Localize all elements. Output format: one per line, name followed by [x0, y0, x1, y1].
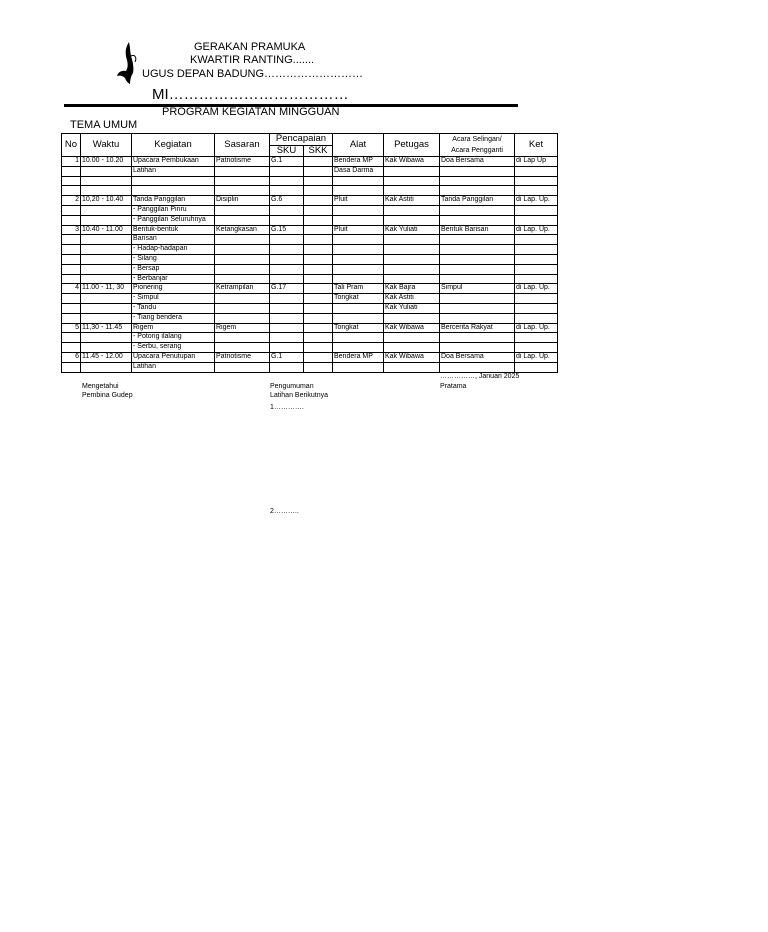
row-acara: [440, 235, 515, 245]
row-kegiatan: - Bersap: [132, 264, 215, 274]
table-row: [62, 323, 558, 333]
row-sasaran: [215, 166, 270, 176]
row-kegiatan: Upacara Pembukaan: [132, 157, 215, 167]
pembina-gudep-label: Pembina Gudep: [82, 392, 133, 399]
row-acara: [440, 294, 515, 304]
row-petugas: [384, 254, 440, 264]
row-kegiatan: - Silang: [132, 254, 215, 264]
row-waktu: [81, 254, 132, 264]
row-acara: [440, 313, 515, 323]
row-acara: [440, 215, 515, 225]
row-sasaran: [215, 186, 270, 196]
row-acara: Simpul: [440, 284, 515, 294]
row-waktu: [81, 362, 132, 372]
header-acara: [440, 134, 515, 157]
row-sku: [270, 303, 304, 313]
row-waktu: [81, 333, 132, 343]
header-sasaran: Sasaran: [215, 134, 270, 157]
row-alat: [333, 215, 384, 225]
row-waktu: [81, 245, 132, 255]
row-petugas: [384, 245, 440, 255]
row-no: 6: [62, 352, 81, 362]
announcement-item-2: 2………..: [270, 508, 299, 515]
row-ket: di Lap. Up.: [515, 196, 558, 206]
row-kegiatan: - Simpul: [132, 294, 215, 304]
table-row: [62, 245, 558, 255]
row-kegiatan: - Serbu, serang: [132, 343, 215, 353]
row-acara: Doa Bersama: [440, 157, 515, 167]
row-sasaran: [215, 205, 270, 215]
row-acara: [440, 303, 515, 313]
row-waktu: [81, 215, 132, 225]
table-row: [62, 225, 558, 235]
row-no: [62, 303, 81, 313]
row-no: [62, 215, 81, 225]
row-alat: [333, 333, 384, 343]
row-alat: Bendera MP: [333, 352, 384, 362]
row-kegiatan: Latihan: [132, 362, 215, 372]
row-sasaran: [215, 294, 270, 304]
row-alat: Tali Pram: [333, 284, 384, 294]
table-row: [62, 294, 558, 304]
row-kegiatan: Barisan: [132, 235, 215, 245]
row-ket: [515, 303, 558, 313]
row-sku: [270, 245, 304, 255]
row-sku: [270, 235, 304, 245]
row-alat: [333, 254, 384, 264]
row-waktu: [81, 235, 132, 245]
pramuka-tunas-kelapa-logo: [114, 40, 140, 84]
row-sasaran: [215, 333, 270, 343]
row-alat: [333, 245, 384, 255]
table-row: [62, 176, 558, 186]
row-no: [62, 235, 81, 245]
row-ket: [515, 294, 558, 304]
header-acara-line1: Acara Selingan/: [452, 136, 502, 143]
row-kegiatan: Rigem: [132, 323, 215, 333]
row-skk: [304, 274, 333, 284]
row-kegiatan: Pionering: [132, 284, 215, 294]
table-row: [62, 333, 558, 343]
row-waktu: [81, 205, 132, 215]
row-no: [62, 362, 81, 372]
row-kegiatan: - Berbanjar: [132, 274, 215, 284]
row-petugas: Kak Astiti: [384, 294, 440, 304]
table-row: [62, 264, 558, 274]
row-kegiatan: - Potong ilalang: [132, 333, 215, 343]
row-acara: [440, 264, 515, 274]
row-kegiatan: - Panggilan Seluruhnya: [132, 215, 215, 225]
mengetahui-label: Mengetahui: [82, 383, 119, 390]
row-ket: [515, 333, 558, 343]
row-sku: [270, 215, 304, 225]
header-kegiatan: Kegiatan: [132, 134, 215, 157]
row-no: [62, 186, 81, 196]
table-row: [62, 215, 558, 225]
table-row: [62, 362, 558, 372]
row-sku: G.1: [270, 157, 304, 167]
row-sasaran: [215, 215, 270, 225]
row-alat: [333, 235, 384, 245]
row-no: 3: [62, 225, 81, 235]
row-sasaran: [215, 303, 270, 313]
row-skk: [304, 333, 333, 343]
row-ket: di Lap. Up.: [515, 284, 558, 294]
row-ket: [515, 313, 558, 323]
row-ket: [515, 245, 558, 255]
row-skk: [304, 362, 333, 372]
row-ket: [515, 362, 558, 372]
row-ket: [515, 166, 558, 176]
row-ket: [515, 254, 558, 264]
row-kegiatan: Bentuk-bentuk: [132, 225, 215, 235]
table-row: [62, 205, 558, 215]
row-sku: [270, 186, 304, 196]
row-skk: [304, 166, 333, 176]
row-sku: [270, 323, 304, 333]
row-no: [62, 176, 81, 186]
row-sasaran: Disiplin: [215, 196, 270, 206]
row-petugas: [384, 264, 440, 274]
table-row: [62, 343, 558, 353]
row-waktu: 11.00 - 11, 30: [81, 284, 132, 294]
announcement-item-1: 1………….: [270, 404, 304, 411]
row-waktu: [81, 303, 132, 313]
school-name: MI………………………………: [152, 86, 349, 103]
row-skk: [304, 254, 333, 264]
header-ket: Ket: [515, 134, 558, 157]
row-waktu: [81, 274, 132, 284]
row-petugas: [384, 274, 440, 284]
row-ket: [515, 186, 558, 196]
row-waktu: 10.40 - 11.00: [81, 225, 132, 235]
row-no: 4: [62, 284, 81, 294]
row-waktu: [81, 313, 132, 323]
row-kegiatan: - Tandu: [132, 303, 215, 313]
row-petugas: Kak Wibawa: [384, 352, 440, 362]
kwartir-ranting: KWARTIR RANTING.......: [190, 54, 315, 66]
row-no: [62, 264, 81, 274]
row-sasaran: [215, 254, 270, 264]
row-kegiatan: Upacara Penutupan: [132, 352, 215, 362]
table-row: [62, 186, 558, 196]
row-sasaran: [215, 235, 270, 245]
row-sku: [270, 313, 304, 323]
row-no: [62, 313, 81, 323]
row-no: [62, 205, 81, 215]
row-petugas: [384, 186, 440, 196]
row-skk: [304, 245, 333, 255]
row-waktu: 11,30 - 11.45: [81, 323, 132, 333]
row-alat: [333, 343, 384, 353]
tema-umum-label: TEMA UMUM: [70, 119, 138, 131]
table-row: [62, 157, 558, 167]
row-alat: Pluit: [333, 196, 384, 206]
row-petugas: Kak Wibawa: [384, 323, 440, 333]
row-petugas: [384, 333, 440, 343]
table-row: [62, 274, 558, 284]
row-petugas: [384, 215, 440, 225]
row-acara: [440, 274, 515, 284]
row-no: [62, 274, 81, 284]
row-sku: G.15: [270, 225, 304, 235]
row-sku: [270, 254, 304, 264]
row-acara: [440, 205, 515, 215]
row-waktu: [81, 343, 132, 353]
row-alat: [333, 176, 384, 186]
row-skk: [304, 186, 333, 196]
row-petugas: Kak Yuliati: [384, 225, 440, 235]
row-sasaran: [215, 343, 270, 353]
row-no: [62, 294, 81, 304]
row-alat: [333, 264, 384, 274]
row-sku: [270, 264, 304, 274]
row-kegiatan: [132, 186, 215, 196]
row-alat: [333, 205, 384, 215]
row-sasaran: [215, 264, 270, 274]
row-skk: [304, 225, 333, 235]
row-no: [62, 245, 81, 255]
row-sasaran: Ketrampilan: [215, 284, 270, 294]
row-kegiatan: - Tiang bendera: [132, 313, 215, 323]
row-ket: [515, 205, 558, 215]
header-waktu: Waktu: [81, 134, 132, 157]
row-skk: [304, 303, 333, 313]
table-row: [62, 166, 558, 176]
row-acara: [440, 245, 515, 255]
program-title: PROGRAM KEGIATAN MINGGUAN: [162, 106, 340, 118]
row-no: 5: [62, 323, 81, 333]
row-acara: [440, 362, 515, 372]
row-petugas: Kak Yuliati: [384, 303, 440, 313]
row-waktu: [81, 166, 132, 176]
header-sku: SKU: [270, 145, 304, 157]
row-waktu: [81, 176, 132, 186]
pratama-label: Pratama: [440, 383, 467, 390]
row-skk: [304, 205, 333, 215]
row-acara: Bentuk Barisan: [440, 225, 515, 235]
row-skk: [304, 313, 333, 323]
row-sasaran: Patriotisme: [215, 157, 270, 167]
row-no: [62, 254, 81, 264]
pengumuman-label: Pengumuman: [270, 383, 314, 390]
table-row: [62, 313, 558, 323]
header-acara-line2: Acara Pengganti: [451, 147, 503, 154]
row-waktu: 10.00 - 10.20: [81, 157, 132, 167]
row-sku: [270, 166, 304, 176]
gugus-depan: UGUS DEPAN BADUNG………………………: [142, 68, 364, 80]
row-kegiatan: Tanda Panggilan: [132, 196, 215, 206]
row-alat: [333, 362, 384, 372]
row-alat: Pluit: [333, 225, 384, 235]
row-sasaran: Ketangkasan: [215, 225, 270, 235]
header-alat: Alat: [333, 134, 384, 157]
row-ket: [515, 215, 558, 225]
row-ket: [515, 274, 558, 284]
program-table: [61, 133, 558, 373]
row-sasaran: [215, 274, 270, 284]
row-sku: [270, 333, 304, 343]
row-skk: [304, 196, 333, 206]
row-skk: [304, 323, 333, 333]
row-no: 1: [62, 157, 81, 167]
org-name: GERAKAN PRAMUKA: [194, 41, 306, 53]
row-petugas: [384, 166, 440, 176]
row-sasaran: [215, 313, 270, 323]
row-petugas: [384, 176, 440, 186]
row-alat: Dasa Darma: [333, 166, 384, 176]
row-sasaran: [215, 245, 270, 255]
row-waktu: 11.45 - 12.00: [81, 352, 132, 362]
table-row: [62, 196, 558, 206]
row-acara: [440, 343, 515, 353]
row-sku: G.1: [270, 352, 304, 362]
row-acara: [440, 254, 515, 264]
table-row: [62, 352, 558, 362]
row-alat: [333, 303, 384, 313]
row-kegiatan: [132, 176, 215, 186]
row-acara: Doa Bersama: [440, 352, 515, 362]
row-waktu: [81, 294, 132, 304]
row-ket: di Lap. Up.: [515, 225, 558, 235]
row-ket: di Lap. Up.: [515, 352, 558, 362]
row-no: [62, 343, 81, 353]
row-skk: [304, 352, 333, 362]
row-alat: Bendera MP: [333, 157, 384, 167]
header-pencapaian: Pencapaian: [270, 134, 333, 146]
table-row: [62, 235, 558, 245]
row-petugas: Kak Wibawa: [384, 157, 440, 167]
row-alat: [333, 313, 384, 323]
row-petugas: [384, 235, 440, 245]
row-skk: [304, 215, 333, 225]
row-petugas: Kak Bajra: [384, 284, 440, 294]
row-petugas: [384, 313, 440, 323]
row-skk: [304, 157, 333, 167]
row-kegiatan: - Panggilan Pinru: [132, 205, 215, 215]
header-skk: SKK: [304, 145, 333, 157]
latihan-berikutnya-label: Latihan Berikutnya: [270, 392, 328, 399]
row-skk: [304, 294, 333, 304]
row-kegiatan: - Hadap-hadapan: [132, 245, 215, 255]
row-sku: [270, 274, 304, 284]
row-acara: Tanda Panggilan: [440, 196, 515, 206]
header-no: No: [62, 134, 81, 157]
row-skk: [304, 343, 333, 353]
date-line: ……………, Januari 2025: [440, 373, 520, 380]
row-sku: [270, 205, 304, 215]
row-sasaran: Patriotisme: [215, 352, 270, 362]
row-sku: [270, 294, 304, 304]
table-row: [62, 284, 558, 294]
row-ket: [515, 343, 558, 353]
row-alat: [333, 186, 384, 196]
row-ket: di Lap Up: [515, 157, 558, 167]
row-acara: [440, 186, 515, 196]
row-sku: G.17: [270, 284, 304, 294]
row-sasaran: [215, 176, 270, 186]
row-sasaran: Rigem: [215, 323, 270, 333]
row-ket: [515, 235, 558, 245]
row-petugas: [384, 362, 440, 372]
table-row: [62, 254, 558, 264]
row-skk: [304, 176, 333, 186]
row-petugas: Kak Astiti: [384, 196, 440, 206]
row-acara: [440, 176, 515, 186]
table-row: [62, 303, 558, 313]
row-no: [62, 333, 81, 343]
row-acara: Bercerita Rakyat: [440, 323, 515, 333]
row-skk: [304, 284, 333, 294]
row-sku: G.6: [270, 196, 304, 206]
row-sku: [270, 343, 304, 353]
row-kegiatan: Latihan: [132, 166, 215, 176]
row-sasaran: [215, 362, 270, 372]
row-petugas: [384, 343, 440, 353]
row-waktu: [81, 186, 132, 196]
row-alat: Tongkat: [333, 323, 384, 333]
row-sku: [270, 176, 304, 186]
row-ket: di Lap. Up.: [515, 323, 558, 333]
row-no: [62, 166, 81, 176]
row-alat: [333, 274, 384, 284]
row-acara: [440, 333, 515, 343]
row-skk: [304, 235, 333, 245]
row-ket: [515, 264, 558, 274]
row-waktu: [81, 264, 132, 274]
row-no: 2: [62, 196, 81, 206]
row-acara: [440, 166, 515, 176]
row-petugas: [384, 205, 440, 215]
row-skk: [304, 264, 333, 274]
row-alat: Tongkat: [333, 294, 384, 304]
row-sku: [270, 362, 304, 372]
header-petugas: Petugas: [384, 134, 440, 157]
row-waktu: 10,20 - 10.40: [81, 196, 132, 206]
row-ket: [515, 176, 558, 186]
